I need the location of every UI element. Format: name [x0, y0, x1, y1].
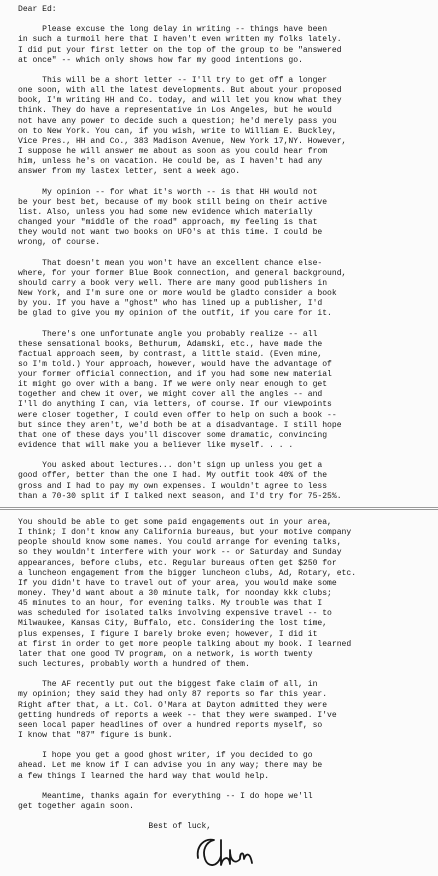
text-line: You should be able to get some paid engagements out in your area,	[18, 518, 332, 527]
text-line: by you. If you have a "ghost" who has lined up a publisher, I'd	[18, 299, 323, 309]
text-line: The AF recently put out the biggest fake claim of all, in	[18, 680, 318, 690]
text-line: later that one good TV program, on a network, is worth twenty	[18, 649, 313, 659]
text-line: at once" -- which only shows how far my good intentions go.	[18, 55, 303, 65]
text-line: I think; I don't know any California bureaus, but your motive company	[18, 528, 352, 538]
text-line: New York, and I'm sure one or more would be gladto consider a book	[18, 288, 337, 298]
text-line: not have any power to decide such a question; he'd merely pass you	[18, 116, 337, 126]
text-line: If you didn't have to travel out of your area, you would make some	[18, 578, 337, 588]
text-line	[18, 319, 428, 329]
text-line: your former official connection, and if you had some new material	[18, 370, 332, 380]
text-line	[18, 670, 428, 680]
text-line: so I'm told.) Your approach, however, would have the advantage of	[18, 359, 332, 369]
text-line	[18, 66, 428, 76]
text-line: 45 minutes to an hour, for evening talks. My trouble was that I	[18, 599, 323, 609]
text-line	[18, 782, 428, 792]
text-line: plus expenses, I figure I barely broke even; however, I did it	[18, 629, 318, 639]
text-line	[18, 451, 428, 461]
text-line: so they wouldn't interfere with your work -- or Saturday and Sunday	[18, 548, 342, 558]
text-line: book, I'm writing HH and Co. today, and will let you know what they	[18, 96, 342, 106]
text-line: seen local paper headlines of over a hundred reports myself, so	[18, 720, 323, 730]
text-line: getting hundreds of reports a week -- that they were swamped. I've	[18, 710, 337, 720]
text-line: such lectures, probably worth a hundred of them.	[18, 659, 250, 669]
text-line: wrong, of course.	[18, 238, 101, 248]
text-line: Dear Ed:	[18, 5, 57, 14]
text-line: Meantime, thanks again for everything -- I do hope we'll	[18, 791, 313, 801]
text-line: they would not want two books on UFO's at this time. I could be	[18, 228, 323, 238]
text-line: I did put your first letter on the top of the group to be "answered	[18, 45, 342, 55]
text-line: There's one unfortunate angle you probably realize -- all	[18, 329, 318, 339]
text-line	[18, 812, 428, 822]
text-line: list. Also, unless you had some new evidence which materially	[18, 207, 313, 217]
text-line: at first in order to get more people talking about my book. I learned	[18, 639, 352, 649]
text-line: appearances, before clubs, etc. Regular bureaus often get $250 for	[18, 558, 337, 568]
text-line: You asked about lectures... don't sign up unless you get a	[18, 461, 323, 471]
text-line: be your best bet, because of my book still being on their active	[18, 197, 328, 207]
text-line: changed your "middle of the road" approach, my feeling is that	[18, 217, 318, 227]
text-line: where, for your former Blue Book connection, and general background,	[18, 268, 347, 278]
text-line: him, unless he's on vacation. He could be, as I haven't had any	[18, 157, 323, 167]
text-line: these sensational books, Bethurum, Adamski, etc., have made the	[18, 339, 323, 349]
letter-page-1-text	[18, 5, 428, 502]
text-line: evidence that will make you a believer like myself. . . .	[18, 441, 294, 451]
text-line: was scheduled for isolated talks involving expensive travel -- to	[18, 609, 332, 619]
text-line: a luncheon engagement from the bigger luncheon clubs, Ad, Rotary, etc.	[18, 568, 357, 578]
text-line: This will be a short letter -- I'll try to get off a longer	[18, 75, 328, 85]
text-line: were closer together, I could even offer to help on such a book --	[18, 410, 337, 420]
text-line: That doesn't mean you won't have an excellent chance else-	[18, 258, 323, 268]
text-line: I'll do anything I can, via letters, of course. If our viewpoints	[18, 400, 332, 410]
text-line	[18, 248, 428, 258]
text-line: factual approach seem, by contrast, a little staid. (Even mine,	[18, 349, 323, 359]
text-line: should carry a book very well. There are many good publishers in	[18, 278, 328, 288]
text-line: Right after that, a Lt. Col. O'Mara at Dayton admitted they were	[18, 700, 328, 710]
text-line: answer from my lastex letter, sent a week ago.	[18, 167, 241, 177]
text-line: people should know some names. You could arrange for evening talks,	[18, 538, 342, 548]
text-line: than a 70-30 split if I talked next season, and I'd try for 75-25%.	[18, 491, 342, 501]
text-line: be glad to give you my opinion of the outfit, if you care for it.	[18, 309, 332, 319]
text-line: I suppose he will answer me about as soon as you could hear from	[18, 146, 328, 156]
text-line: ahead. Let me know if I can advise you in any way; there may be	[18, 761, 323, 771]
text-line	[18, 15, 428, 25]
text-line: think. They do have a representative in Los Angeles, but he would	[18, 106, 332, 116]
text-line: I hope you get a good ghost writer, if you decided to go	[18, 751, 313, 761]
text-line: together and chew it over, we might cover all the angles -- and	[18, 390, 323, 400]
text-line: but since they aren't, we'd both be at a disadvantage. I still hope	[18, 420, 342, 430]
text-line: that one of these days you'll discover some dramatic, convincing	[18, 430, 328, 440]
letter-page-2-text	[18, 518, 428, 832]
text-line: gross and I had to pay my own expenses. I wouldn't agree to less	[18, 481, 328, 491]
text-line: in such a turmoil here that I haven't even written my folks lately.	[18, 35, 342, 45]
text-line	[18, 177, 428, 187]
text-line	[18, 741, 428, 751]
text-line: Milwaukee, Kansas City, Buffalo, etc. Considering the lost time,	[18, 619, 328, 629]
text-line: Best of luck,	[18, 822, 212, 832]
text-line: Vice Pres., HH and Co., 383 Madison Avenue, New York 17,NY. However,	[18, 136, 347, 146]
handwritten-signature	[188, 832, 260, 874]
text-line: I know that "87" figure is bunk.	[18, 730, 173, 740]
text-line: money. They'd want about a 30 minute talk, for noonday kkk clubs;	[18, 588, 332, 598]
text-line: a few things I learned the hard way that would help.	[18, 771, 270, 781]
text-line: my opinion; they said they had only 87 reports so far this year.	[18, 690, 328, 700]
letter-page-2	[0, 509, 438, 876]
text-line: My opinion -- for what it's worth -- is that HH would not	[18, 187, 318, 197]
text-line: good offer, better than the one I had. My outfit took 40% of the	[18, 471, 328, 481]
text-line: Please excuse the long delay in writing -- things have been	[18, 25, 328, 35]
text-line: one soon, with all the latest developments. But about your proposed	[18, 86, 342, 96]
text-line: it might go over with a bang. If we were only near enough to get	[18, 380, 328, 390]
text-line: get together again soon.	[18, 801, 134, 811]
text-line: on to New York. You can, if you wish, write to William E. Buckley,	[18, 126, 337, 136]
